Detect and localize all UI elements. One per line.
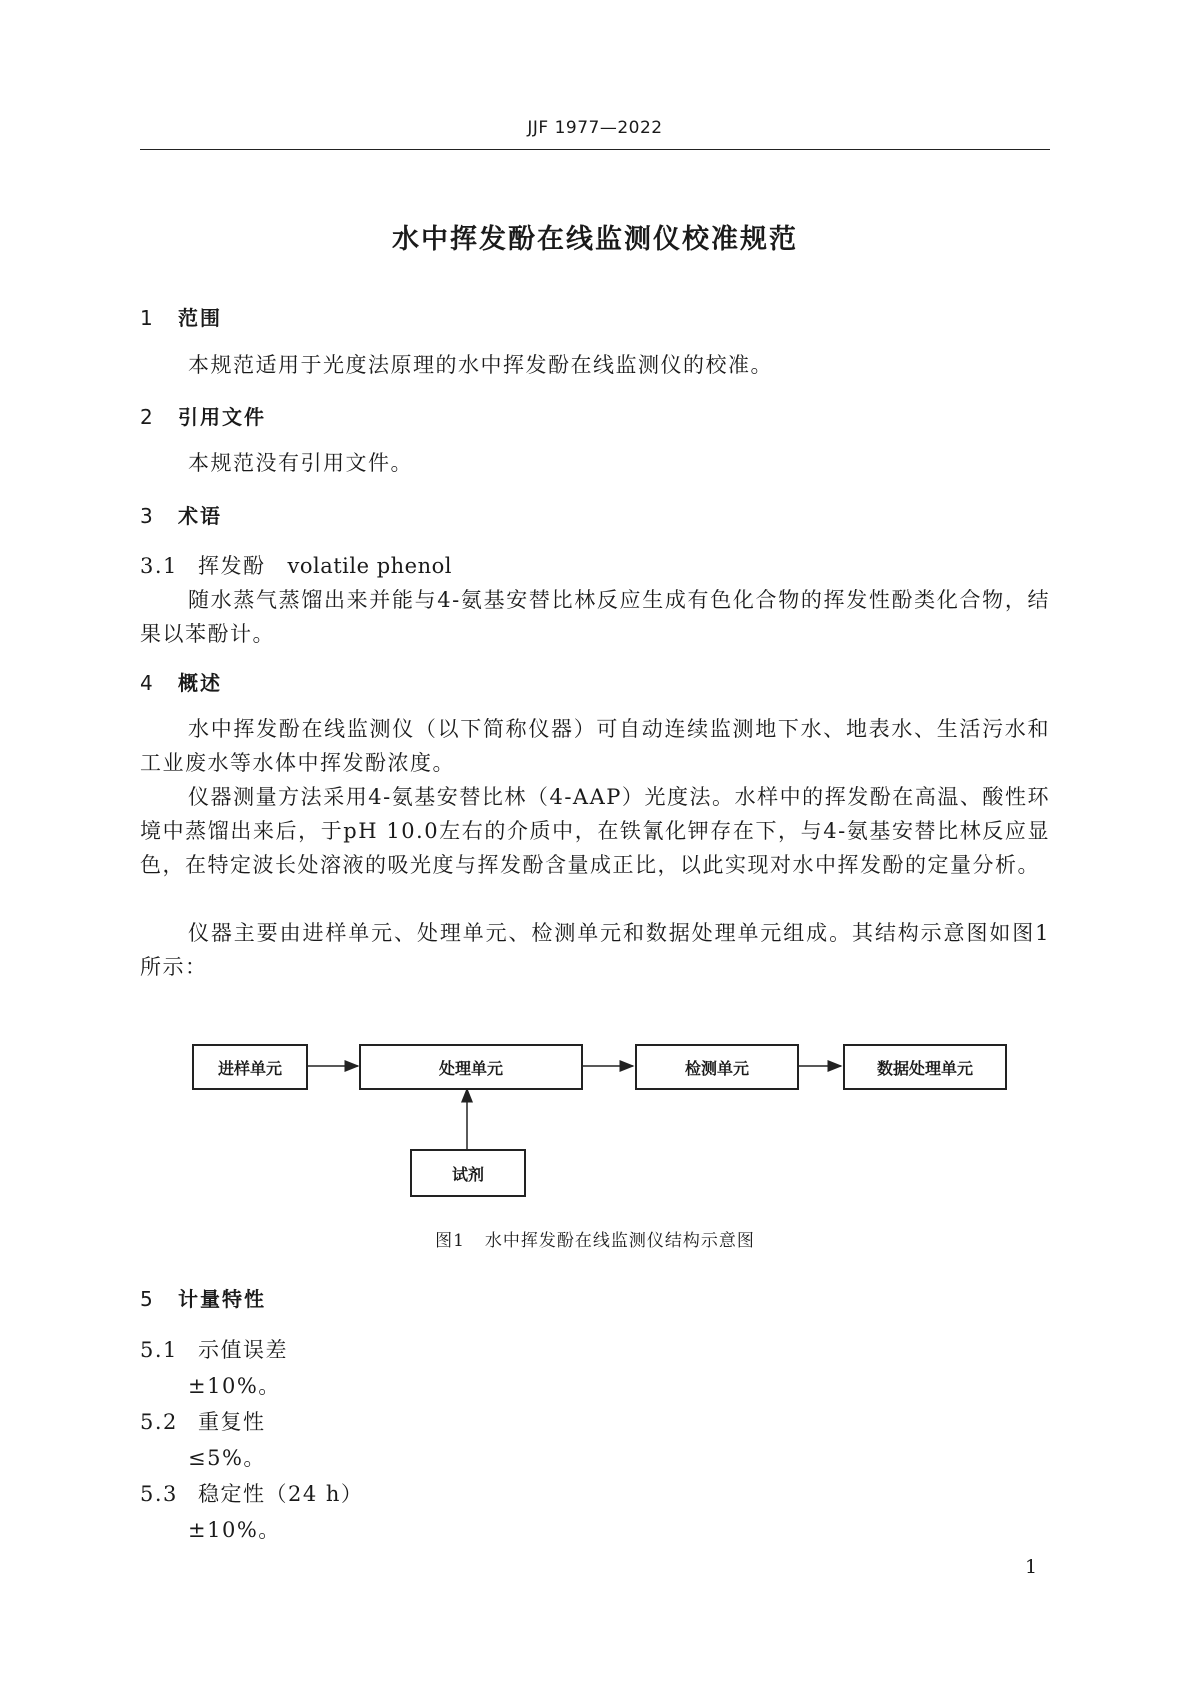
- section-title: 概述: [178, 671, 222, 695]
- section-4-heading: [140, 667, 222, 696]
- section-title: 术语: [178, 504, 222, 528]
- section-5-heading: [140, 1283, 266, 1312]
- section-title: 范围: [178, 306, 222, 330]
- section-number: 5: [140, 1287, 155, 1311]
- section-3-heading: [140, 500, 222, 529]
- box-data-processing-unit: 数据处理单元: [843, 1044, 1007, 1090]
- box-processing-unit: 处理单元: [359, 1044, 583, 1090]
- figure-caption-text: 水中挥发酚在线监测仪结构示意图: [484, 1231, 755, 1251]
- box-reagent: 试剂: [410, 1149, 526, 1197]
- section-title: 引用文件: [178, 405, 266, 429]
- section-4-paragraph-2: 仪器测量方法采用4-氨基安替比林（4-AAP）光度法。水样中的挥发酚在高温、酸性环境中蒸馏出来后，于pH 10.0左右的介质中，在铁氰化钾存在下，与4-氨基安替比林反应显色，在特定波长处溶液的吸光度与挥发酚含量成正比，以此实现对水中挥发酚的定量分析。: [140, 785, 1050, 877]
- section-1-text: 本规范适用于光度法原理的水中挥发酚在线监测仪的校准。: [188, 353, 773, 377]
- section-4-paragraph-3: 仪器主要由进样单元、处理单元、检测单元和数据处理单元组成。其结构示意图如图1所示：: [140, 921, 1050, 979]
- page-number: 1: [1025, 1556, 1038, 1578]
- figure-number: 图1: [435, 1231, 465, 1251]
- section-2-text: 本规范没有引用文件。: [188, 451, 413, 475]
- item-5-2-heading: [140, 1406, 266, 1436]
- term-definition: 随水蒸气蒸馏出来并能与4-氨基安替比林反应生成有色化合物的挥发性酚类化合物，结果以苯酚计。: [140, 588, 1050, 646]
- section-number: 4: [140, 671, 155, 695]
- section-number: 2: [140, 405, 155, 429]
- term-number: 3.1: [140, 554, 178, 578]
- box-sampling-unit: 进样单元: [192, 1044, 308, 1090]
- item-5-1-value: ±10%。: [188, 1374, 281, 1398]
- section-number: 3: [140, 504, 155, 528]
- item-number: 5.3: [140, 1482, 178, 1506]
- term-en: volatile phenol: [287, 554, 452, 578]
- figure-caption: [140, 1226, 1050, 1251]
- item-5-3-value: ±10%。: [188, 1518, 281, 1542]
- term-zh: 挥发酚: [198, 554, 266, 578]
- box-detection-unit: 检测单元: [635, 1044, 799, 1090]
- item-5-1-heading: [140, 1334, 288, 1364]
- header-divider: [140, 149, 1050, 150]
- section-1-heading: [140, 302, 222, 331]
- section-number: 1: [140, 306, 155, 330]
- item-number: 5.2: [140, 1410, 178, 1434]
- term-3-1: [140, 550, 452, 580]
- section-4-paragraph-1: 水中挥发酚在线监测仪（以下简称仪器）可自动连续监测地下水、地表水、生活污水和工业废水等水体中挥发酚浓度。: [140, 717, 1050, 775]
- structure-diagram: [140, 1040, 1050, 1225]
- standard-code: JJF 1977—2022: [527, 118, 663, 138]
- section-title: 计量特性: [178, 1287, 266, 1311]
- item-name: 重复性: [198, 1410, 266, 1434]
- item-name: 示值误差: [198, 1338, 288, 1362]
- item-number: 5.1: [140, 1338, 178, 1362]
- item-5-3-heading: [140, 1478, 363, 1508]
- section-2-heading: [140, 401, 266, 430]
- item-5-2-value: ≤5%。: [188, 1446, 266, 1470]
- item-name: 稳定性（24 h）: [198, 1482, 364, 1506]
- document-title: 水中挥发酚在线监测仪校准规范: [392, 224, 798, 255]
